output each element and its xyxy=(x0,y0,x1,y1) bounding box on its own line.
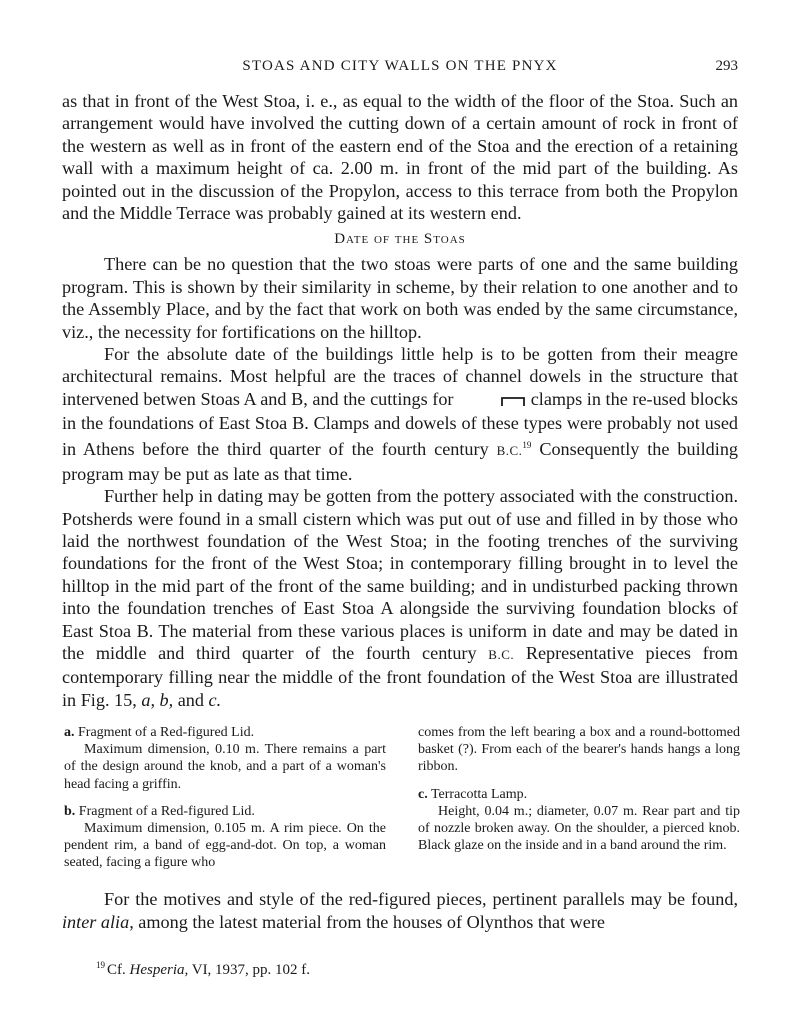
caption-b-title xyxy=(64,803,386,820)
caption-b-label: b. xyxy=(64,803,76,819)
body-text xyxy=(62,90,738,711)
paragraph-text: For the absolute date of the buildings little help is to be gotten from their meagre architectural remains. Most helpful are the traces of channel dowels in the structure that intervened betwen Stoas A and B, and the cuttings for xyxy=(62,344,738,409)
paragraph-text: and xyxy=(177,689,204,710)
paragraph-parallels xyxy=(62,888,738,933)
footnote-ref: 19 xyxy=(522,440,532,451)
running-title: STOAS AND CITY WALLS ON THE PNYX xyxy=(242,58,558,74)
paragraph-text: For the motives and style of the red-figured pieces, pertinent parallels may be found, xyxy=(104,889,738,909)
paragraph-text: among the latest material from the houses of Olynthos that were xyxy=(138,911,605,932)
paragraph-text: Further help in dating may be gotten from the pottery associated with the construction. Potsherds were found in a small cistern which was put out of use and filled in by those who laid the northwest foundation of the West Stoa; in the footing trenches of the surviving foundations for the front of the West Stoa; in contemporary filling brought in to level the hilltop in the mid part of the front of the same building; and in undisturbed packing thrown into the foundation trenches of East Stoa A alongside the surviving foundation blocks of East Stoa B. The material from these various places is uniform in date and may be dated in the middle and third quarter of the fourth century xyxy=(62,486,738,664)
fig-ref-a: a, xyxy=(141,689,155,710)
paragraph-building-program: There can be no question that the two stoas were parts of one and the same building program. This is shown by their similarity in scheme, by their relation to one another and to the Assembly Place, and by the fact that work on both was ended by the same circumstance, viz., the necessity for fortifications on the hilltop. xyxy=(62,254,738,342)
body-text-continued xyxy=(62,888,738,933)
bc-abbrev: B.C. xyxy=(488,647,515,663)
fig-ref-b: b, xyxy=(159,689,174,710)
footnote xyxy=(96,956,736,979)
paragraph-continuation: as that in front of the West Stoa, i. e., as equal to the width of the floor of the Stoa. Such an arrangement would have involved the cutting down of a certain amount of rock in front of the western as well as in front of the eastern end of the Stoa and the erection of a retaining wall with a maximum height of ca. 2.00 m. in front of the mid part of the building. As pointed out in the discussion of the Propylon, access to this terrace from both the Propylon and the Middle Terrace was probably gained at its western end. xyxy=(62,91,738,224)
page-number: 293 xyxy=(715,58,738,74)
figure-captions xyxy=(62,724,738,884)
caption-a-label: a. xyxy=(64,725,75,740)
caption-c-text: Height, 0.04 m.; diameter, 0.07 m. Rear part and tip of nozzle broken away. On the shoulder, a pierced knob. Black glaze on the inside and in a band around the rim. xyxy=(418,803,740,854)
caption-a-heading: Fragment of a Red-figured Lid. xyxy=(78,725,255,740)
latin-phrase: inter alia, xyxy=(62,911,134,932)
caption-b-heading: Fragment of a Red-figured Lid. xyxy=(78,803,255,819)
caption-c-title xyxy=(418,786,740,803)
paragraph-pottery xyxy=(62,485,738,711)
caption-c-label: c. xyxy=(418,786,428,802)
footnote-journal: Hesperia, xyxy=(129,962,189,978)
caption-a-title xyxy=(64,724,386,741)
fig-ref-c: c. xyxy=(208,689,222,710)
bc-abbrev: B.C. xyxy=(496,443,523,459)
paragraph-absolute-date xyxy=(62,343,738,485)
caption-a-text: Maximum dimension, 0.10 m. There remains a part of the design around the knob, and a part of a woman's head facing a griffin. xyxy=(64,742,386,792)
caption-column-left xyxy=(64,724,386,872)
paragraph-text: Representative pieces from contemporary filling near the middle of the front foundation of the West Stoa are illustrated in Fig. 15, xyxy=(62,643,739,710)
footnote-cf: Cf. xyxy=(107,962,126,978)
running-head xyxy=(62,54,738,80)
caption-b-text-continued: comes from the left bearing a box and a round-bottomed basket (?). From each of the bearer's hands hangs a long ribbon. xyxy=(418,725,740,775)
paragraph-text: clamps in the re-used blocks in the foundations of East Stoa B. Clamps and dowels of these types were probably not used in Athens before the third quarter of the fourth century xyxy=(62,388,738,460)
footnote-mark: 19 xyxy=(96,960,105,970)
caption-b-text: Maximum dimension, 0.105 m. A rim piece. On the pendent rim, a band of egg-and-dot. On top, a woman seated, facing a figure who xyxy=(64,821,386,871)
clamp-icon xyxy=(458,390,526,412)
footnote-ref-text: VI, 1937, pp. 102 f. xyxy=(191,962,311,978)
section-heading: Date of the Stoas xyxy=(334,231,466,248)
caption-column-right xyxy=(418,724,740,854)
caption-c-heading: Terracotta Lamp. xyxy=(430,786,528,802)
paragraph-text: Consequently the building program may be put as late as that time. xyxy=(62,439,739,484)
